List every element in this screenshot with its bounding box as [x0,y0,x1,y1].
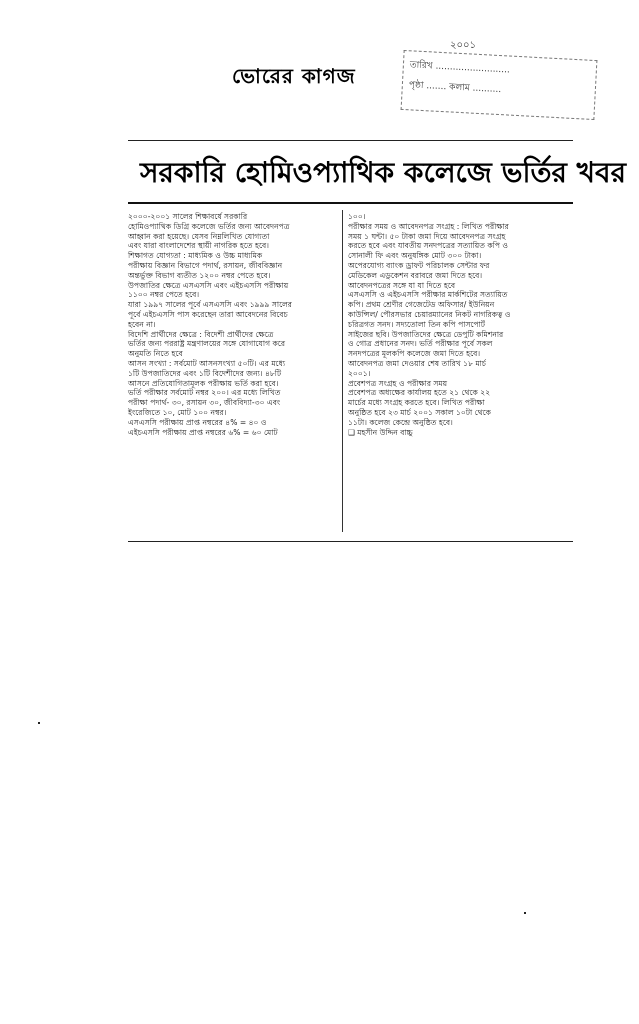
article-line: কপি। প্রথম শ্রেণীর গেজেটেড অফিসার/ ইউনিয়ন [348,300,495,310]
article-line: ১০০। [348,212,366,221]
article-line: হোমিওপ্যাথিক ডিগ্রি কলেজে ভর্তির জন্য আবেদনপত্র [128,221,290,231]
article-line: চরিত্রগত সনদ। সদ্যতোলা তিন কপি পাসপোর্ট [348,319,486,329]
article-line: ১টি উপজাতিদের এবং ১টি বিদেশীদের জন্য। ৪৮টি [128,368,282,378]
article-line: অনুমতি নিতে হবে [128,349,183,359]
clipping-bottom-border [128,541,573,542]
article-line: পরীক্ষা পদার্থ- ৩০, রসায়ন ৩০, জীববিদ্যা-৩০ এবং [128,398,281,408]
article-line: ❑ মহসীন উদ্দিন বাচ্চু [348,427,413,437]
article-line: সাইজের ছবি। উপজাতিদের ক্ষেত্রে ডেপুটি কমিশনার [348,329,504,339]
article-line: এসএসসি পরীক্ষায় প্রাপ্ত নম্বরের ৪% = ৪০ ও [128,417,267,427]
article-line: ২০০০-২০০১ সালের শিক্ষাবর্ষে সরকারি [128,212,248,221]
article-line: পরীক্ষার সময় ও আবেদনপত্র সংগ্রহ : লিখিত পরীক্ষার [348,221,509,231]
article-line: অপেরযোগ্য ব্যাংক ড্রাফট পরিচালক সেন্টার ফর [348,260,490,270]
stamp-page-label: পৃষ্ঠা ....... কলাম .......... [408,80,502,96]
newspaper-name: ভোরের কাগজ [232,64,356,88]
article-line: আহ্বান করা হয়েছে। যেসব নিম্নলিখিত যোগ্যতা [128,231,270,241]
article-right-column [348,212,573,437]
article-line: সোনালী ফি এবং অনুষঙ্গিক মোট ৩০০ টাকা। [348,251,482,261]
scan-speck [524,912,526,914]
article-line: বিদেশি প্রার্থীদের ক্ষেত্রে : বিদেশী প্রার্থীদের ক্ষেত্রে [128,329,274,339]
clipping-top-border [128,140,573,141]
article-line: প্রবেশপত্র সংগ্রহ ও পরীক্ষার সময় [348,378,448,388]
article-line: শিক্ষাগত যোগ্যতা : মাধ্যমিক ও উচ্চ মাধ্যমিক [128,251,263,261]
article-line: ও গোত্র প্রধানের সনদ। ভর্তি পরীক্ষার পূর্বে সকল [348,339,493,349]
article-line: আবেদনপত্রের সঙ্গে যা যা দিতে হবে [348,280,456,290]
headline-rule [128,202,573,204]
article-left-column [128,212,340,437]
article-line: মার্চের মধ্যে সংগ্রহ করতে হবে। লিখিত পরীক্ষা [348,398,485,408]
scan-speck [38,722,40,724]
stamp-date-label: তারিখ .......................... [409,60,511,76]
article-line: হবেন না। [128,319,156,329]
article-line: প্রবেশপত্র অধ্যক্ষের কার্যালয় হতে ২১ থেকে ২২ [348,388,491,398]
article-line: এবং যারা বাংলাদেশের স্থায়ী নাগরিক হতে হবে। [128,241,269,251]
article-line: পূর্বে এইচএসসি পাস করেছেন তারা আবেদনের বিবেচ [128,309,288,319]
article-line: ইংরেজিতে ১০, মোট ১০০ নম্বর। [128,407,227,417]
article-line: সময় ১ ঘন্টা। ৫০ টাকা জমা দিয়ে আবেদনপত্র সংগ্রহ [348,231,506,241]
article-line: ১১০০ নম্বর পেতে হবে। [128,290,200,300]
article-line: সনদপত্রের মূলকপি কলেজে জমা দিতে হবে। [348,349,481,359]
article-line: উপজাতির ক্ষেত্রে এসএসসি এবং এইচএসসি পরীক্ষায় [128,280,289,290]
article-line: এইচএসসি পরীক্ষায় প্রাপ্ত নম্বরের ৬% = ৬০ মোট [128,427,278,437]
article-line: যারা ১৯৯৭ সালের পূর্বে এসএসসি এবং ১৯৯৯ সালের [128,300,292,310]
article-line: আবেদনপত্র জমা দেওয়ার শেষ তারিখ ১৮ মার্চ [348,358,486,368]
article-line: করতে হবে এবং যাবতীয় সনদপত্রের সত্যায়িত কপি ও [348,241,509,251]
article-line: পরীক্ষায় বিজ্ঞান বিভাগে পদার্থ, রসায়ন, জীববিজ্ঞান [128,260,283,270]
article-line: কাউন্সিল/ পৌরসভার চেয়ারম্যানের নিকট নাগরিকত্ব ও [348,309,511,319]
article-line: ২০০১। [348,368,371,378]
article-line: এসএসসি ও এইচএসসি পরীক্ষার মার্কশিটের সত্যায়িত [348,290,508,300]
article-line: ভর্তির জন্য পররাষ্ট্র মন্ত্রণালয়ের সঙ্গে যোগাযোগ করে [128,339,285,349]
article-line: মেডিকেল এডুকেশন বরাবরে জমা দিতে হবে। [348,270,483,280]
article-line: আসন সংখ্যা : সর্বমোট আসনসংখ্যা ৫০টি। এর মধ্যে [128,358,286,368]
article-headline: সরকারি হোমিওপ্যাথিক কলেজে ভর্তির খবর [140,156,627,189]
article-line: ১১টা। কলেজ কেন্দ্রে অনুষ্ঠিত হবে। [348,417,453,427]
article-line: অন্তর্ভুক্ত বিভাগ ব্যতীত ১২০০ নম্বর পেতে হবে। [128,270,271,280]
column-divider [342,210,343,532]
article-line: অনুষ্ঠিত হবে ২৩ মার্চ ২০০১ সকাল ১০টা থেকে [348,407,491,417]
archive-stamp [401,50,598,120]
article-line: আসনে প্রতিযোগিতামূলক পরীক্ষায় ভর্তি করা হবে। [128,378,279,388]
article-line: ভর্তি পরীক্ষার সর্বমোট নম্বর ২০০। এর মধ্যে লিখিত [128,388,281,398]
clipping-date: ২০০১ [450,40,476,51]
